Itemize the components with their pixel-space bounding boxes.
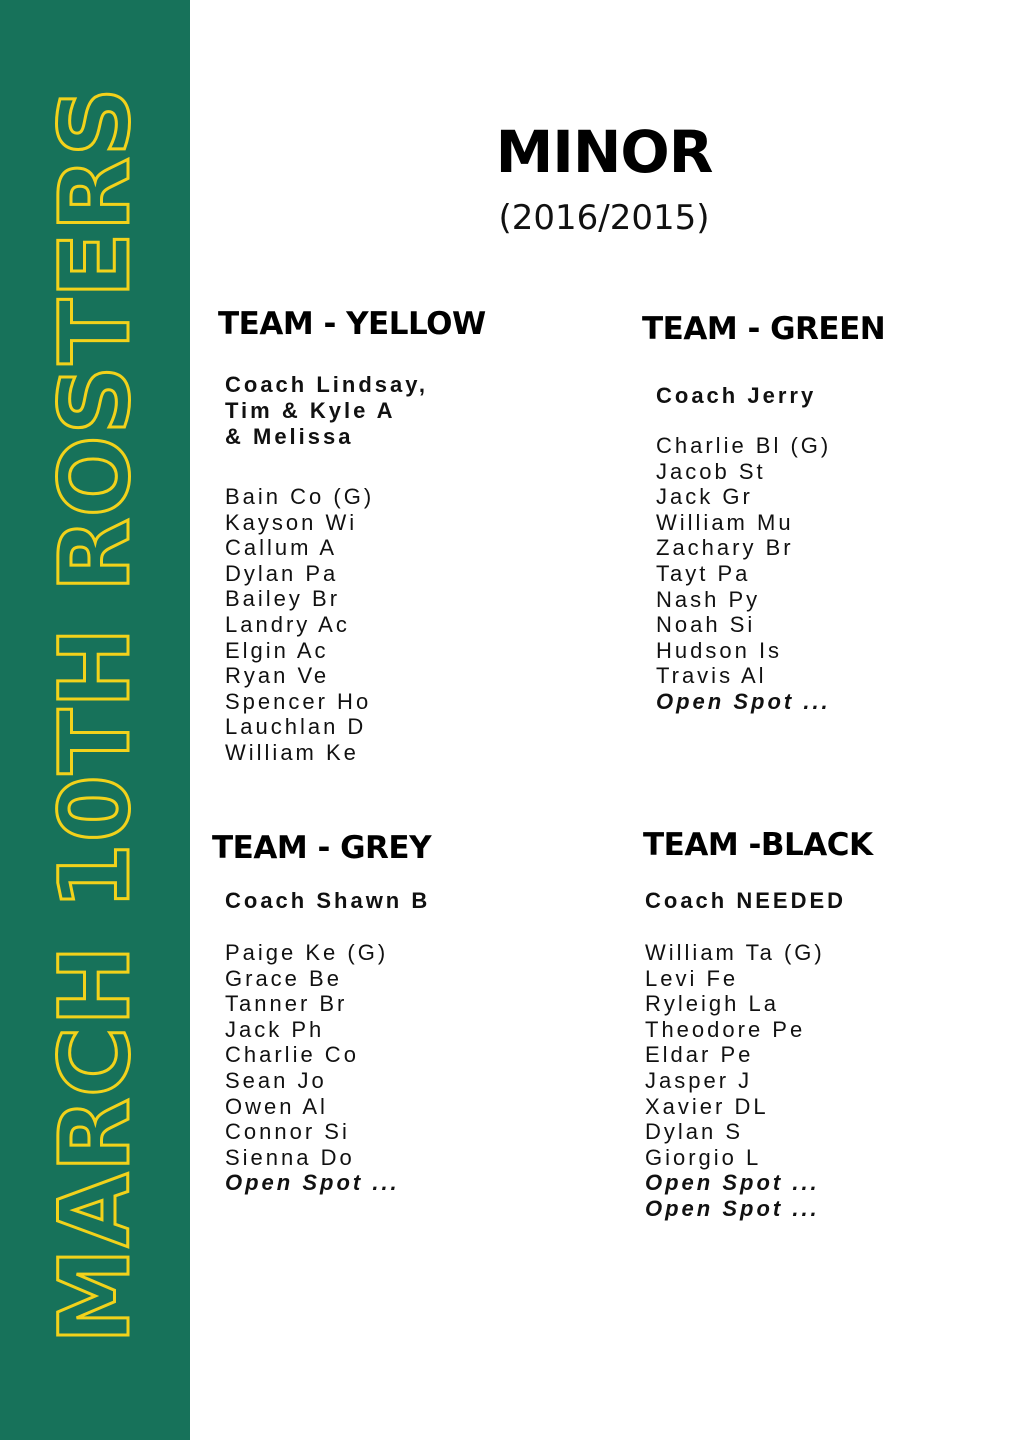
player-item: William Ta (G) bbox=[645, 940, 825, 965]
page-title: MINOR bbox=[495, 118, 713, 186]
team-title: TEAM - GREY bbox=[212, 830, 432, 866]
player-item: Zachary Br bbox=[656, 535, 794, 561]
player-item: Sienna Do bbox=[225, 1144, 355, 1170]
team-title: TEAM - GREEN bbox=[642, 311, 886, 347]
player-item: Jack Ph bbox=[225, 1016, 325, 1042]
player-item: Travis Al bbox=[656, 663, 767, 689]
sidebar-title: MARCH 10TH ROSTERS bbox=[39, 86, 151, 1344]
team-coach: Coach Shawn B bbox=[225, 888, 431, 913]
player-item: Eldar Pe bbox=[645, 1042, 754, 1068]
player-list bbox=[225, 940, 431, 1196]
player-item: Charlie Co bbox=[225, 1042, 359, 1068]
team-black-card bbox=[643, 827, 872, 1222]
player-item: Nash Py bbox=[656, 586, 761, 612]
player-list bbox=[645, 940, 872, 1222]
player-item: Paige Ke (G) bbox=[225, 940, 389, 965]
player-item: Grace Be bbox=[225, 965, 342, 991]
player-item: Hudson Is bbox=[656, 637, 783, 663]
team-yellow-card bbox=[218, 306, 486, 766]
player-item: Dylan S bbox=[645, 1119, 744, 1145]
team-coach: Coach Lindsay, Tim & Kyle A & Melissa bbox=[225, 372, 428, 449]
player-item: Noah Si bbox=[656, 612, 756, 638]
player-item: Owen Al bbox=[225, 1093, 328, 1119]
page-subtitle: (2016/2015) bbox=[498, 198, 710, 238]
player-item: Jack Gr bbox=[656, 484, 753, 510]
player-item: Levi Fe bbox=[645, 965, 739, 991]
open-spot-item: Open Spot ... bbox=[645, 1170, 820, 1196]
player-item: William Ke bbox=[225, 739, 359, 765]
team-title: TEAM -BLACK bbox=[643, 827, 873, 863]
team-coach: Coach NEEDED bbox=[645, 888, 847, 913]
player-item: Kayson Wi bbox=[225, 509, 358, 535]
sidebar-band bbox=[0, 0, 190, 1440]
open-spot-item: Open Spot ... bbox=[645, 1195, 820, 1221]
player-item: Elgin Ac bbox=[225, 637, 329, 663]
player-item: Sean Jo bbox=[225, 1067, 327, 1093]
player-item: Charlie Bl (G) bbox=[656, 433, 832, 458]
player-item: Giorgio L bbox=[645, 1144, 762, 1170]
player-item: Theodore Pe bbox=[645, 1016, 806, 1042]
player-item: Callum A bbox=[225, 535, 338, 561]
team-coach: Coach Jerry bbox=[656, 383, 817, 408]
player-list bbox=[656, 433, 885, 715]
open-spot-item: Open Spot ... bbox=[225, 1170, 400, 1196]
team-title: TEAM - YELLOW bbox=[218, 306, 486, 342]
player-item: Lauchlan D bbox=[225, 714, 367, 740]
player-item: Ryleigh La bbox=[645, 991, 779, 1017]
team-grey-card bbox=[212, 830, 431, 1196]
player-item: Xavier DL bbox=[645, 1093, 769, 1119]
player-item: Connor Si bbox=[225, 1119, 350, 1145]
player-item: Spencer Ho bbox=[225, 688, 372, 714]
team-green-card bbox=[642, 311, 885, 715]
player-item: Bain Co (G) bbox=[225, 484, 375, 509]
player-item: Bailey Br bbox=[225, 586, 341, 612]
open-spot-item: Open Spot ... bbox=[656, 688, 831, 714]
player-item: Tanner Br bbox=[225, 991, 348, 1017]
player-list bbox=[225, 484, 486, 766]
player-item: Dylan Pa bbox=[225, 560, 339, 586]
player-item: Tayt Pa bbox=[656, 560, 751, 586]
player-item: Ryan Ve bbox=[225, 663, 330, 689]
player-item: Jasper J bbox=[645, 1067, 753, 1093]
player-item: Landry Ac bbox=[225, 611, 350, 637]
player-item: Jacob St bbox=[656, 458, 766, 484]
player-item: William Mu bbox=[656, 509, 794, 535]
